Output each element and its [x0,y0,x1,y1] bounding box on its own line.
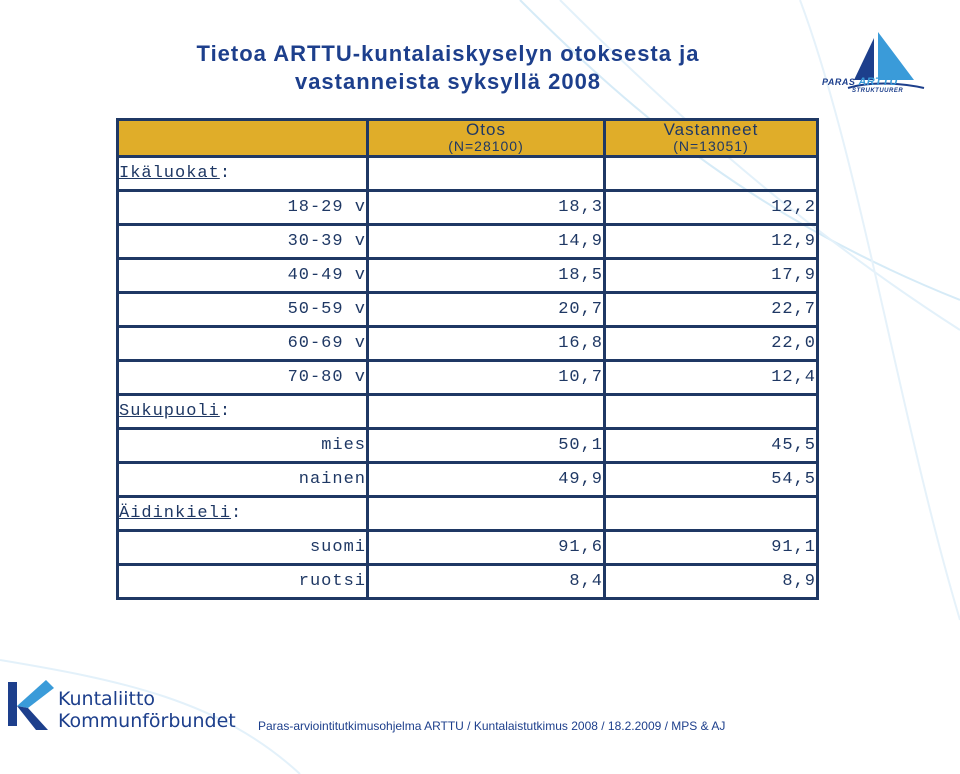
header-row [118,120,818,157]
row-label: ruotsi [118,565,368,599]
row-label: nainen [118,463,368,497]
footer-note: Paras-arviointitutkimusohjelma ARTTU / Kuntalaistutkimus 2008 / 18.2.2009 / MPS & AJ [258,719,726,733]
row-label: 70-80 v [118,361,368,395]
table-row [118,463,818,497]
row-label: 18-29 v [118,191,368,225]
title-line-2: vastanneista syksyllä 2008 [294,69,602,94]
header-vastanneet [605,120,818,157]
otos-value: 49,9 [368,463,605,497]
vastanneet-value: 17,9 [605,259,818,293]
empty-cell [368,157,605,191]
row-label: 40-49 v [118,259,368,293]
title-line-1: Tietoa ARTTU-kuntalaiskyselyn otoksesta ja [196,41,700,66]
kuntaliitto-wordmark [58,688,236,732]
category-label: Ikäluokat: [118,157,368,191]
vastanneet-value: 45,5 [605,429,818,463]
category-row [118,395,818,429]
paras-arttu-logo [822,76,898,88]
header-empty-cell [118,120,368,157]
logo-subtitle: STRUKTUURER [852,88,904,94]
sample-table [116,118,819,600]
vastanneet-value: 12,4 [605,361,818,395]
otos-value: 50,1 [368,429,605,463]
table-row [118,565,818,599]
header-vastanneet-label: Vastanneet [663,120,759,139]
row-label: 30-39 v [118,225,368,259]
category-label-text: Ikäluokat [119,164,220,183]
category-label: Sukupuoli: [118,395,368,429]
empty-cell [368,497,605,531]
table-row [118,429,818,463]
table-row [118,531,818,565]
table-row [118,327,818,361]
otos-value: 91,6 [368,531,605,565]
otos-value: 20,7 [368,293,605,327]
table-row [118,225,818,259]
empty-cell [605,157,818,191]
row-label: 60-69 v [118,327,368,361]
table-row [118,361,818,395]
category-row [118,497,818,531]
otos-value: 18,5 [368,259,605,293]
category-row [118,157,818,191]
header-otos-label: Otos [466,120,506,139]
org-name-sv: Kommunförbundet [58,710,236,732]
empty-cell [605,395,818,429]
empty-cell [605,497,818,531]
otos-value: 10,7 [368,361,605,395]
table-row [118,293,818,327]
vastanneet-value: 12,2 [605,191,818,225]
row-label: suomi [118,531,368,565]
category-label: Äidinkieli: [118,497,368,531]
org-name-fi: Kuntaliitto [58,688,156,710]
logo-word-paras: PARAS [822,77,856,87]
otos-value: 18,3 [368,191,605,225]
otos-value: 8,4 [368,565,605,599]
vastanneet-value: 12,9 [605,225,818,259]
page-title [118,40,778,96]
otos-value: 16,8 [368,327,605,361]
row-label: 50-59 v [118,293,368,327]
empty-cell [368,395,605,429]
header-otos [368,120,605,157]
vastanneet-value: 22,0 [605,327,818,361]
header-otos-n: (N=28100) [448,138,524,154]
category-label-text: Sukupuoli [119,402,220,421]
logo-word-arttu: ARTTU [858,76,898,88]
table-row [118,191,818,225]
vastanneet-value: 22,7 [605,293,818,327]
otos-value: 14,9 [368,225,605,259]
vastanneet-value: 91,1 [605,531,818,565]
category-label-text: Äidinkieli [119,504,232,523]
vastanneet-value: 54,5 [605,463,818,497]
kuntaliitto-logo-icon [6,678,56,734]
table-row [118,259,818,293]
vastanneet-value: 8,9 [605,565,818,599]
row-label: mies [118,429,368,463]
header-vastanneet-n: (N=13051) [673,138,749,154]
